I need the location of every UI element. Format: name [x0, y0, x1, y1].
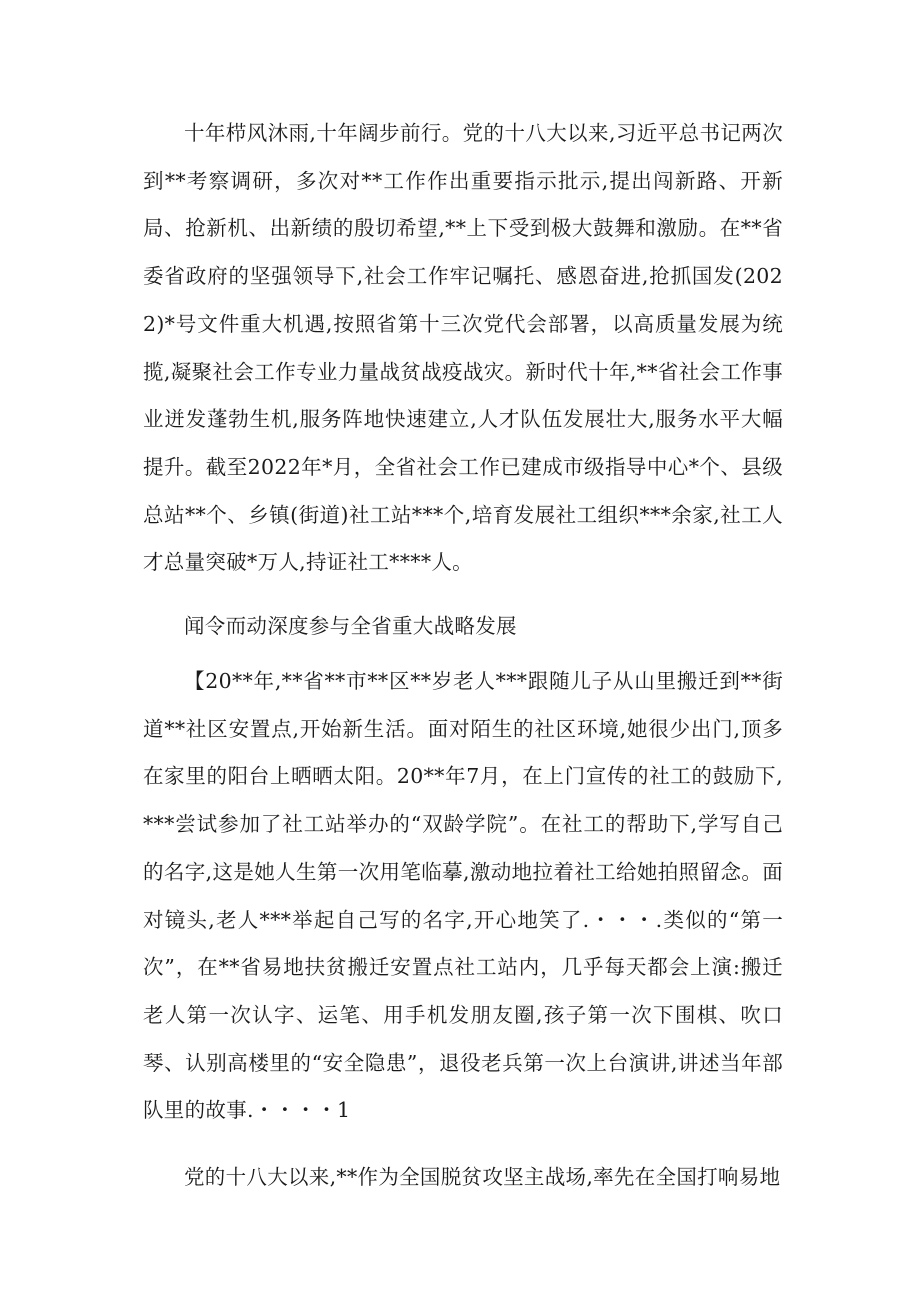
story-paragraph: 【20**年,**省**市**区**岁老人***跟随儿子从山里搬迁到**街道**社区安置点,开始新生活。面对陌生的社区环境,她很少出门,顶多在家里的阳台上晒晒太阳。20**年7月，在上门宣传的社工的鼓励下,***尝试参加了社工站举办的“双龄学院”。在社工的帮助下,学写自己的名字,这是她人生第一次用笔临摹,激动地拉着社工给她拍照留念。面对镜头,老人***举起自己写的名字,开心地笑了.・・・.类似的“第一次”，在**省易地扶贫搬迁安置点社工站内，几乎每天都会上演:搬迁老人第一次认字、运笔、用手机发朋友圈,孩子第一次下围棋、吹口琴、认别高楼里的“安全隐患”，退役老兵第一次上台演讲,讲述当年部队里的故事.・・・・1: [143, 669, 783, 1123]
intro-paragraph: 十年栉风沐雨,十年阔步前行。党的十八大以来,习近平总书记两次到**考察调研，多次对**工作作出重要指示批示,提出闯新路、开新局、抢新机、出新绩的殷切希望,**上下受到极大鼓舞和激励。在**省委省政府的坚强领导下,社会工作牢记嘱托、感恩奋进,抢抓国发(2022)*号文件重大机遇,按照省第十三次党代会部署，以高质量发展为统揽,凝聚社会工作专业力量战贫战疫战灾。新时代十年,**省社会工作事业迸发蓬勃生机,服务阵地快速建立,人才队伍发展壮大,服务水平大幅提升。截至2022年*月，全省社会工作已建成市级指导中心*个、县级总站**个、乡镇(街道)社工站***个,培育发展社工组织***余家,社工人才总量突破*万人,持证社工****人。: [143, 121, 783, 575]
section-heading: 闻令而动深度参与全省重大战略发展: [184, 614, 517, 638]
closing-paragraph: 党的十八大以来,**作为全国脱贫攻坚主战场,率先在全国打响易地: [184, 1165, 781, 1189]
